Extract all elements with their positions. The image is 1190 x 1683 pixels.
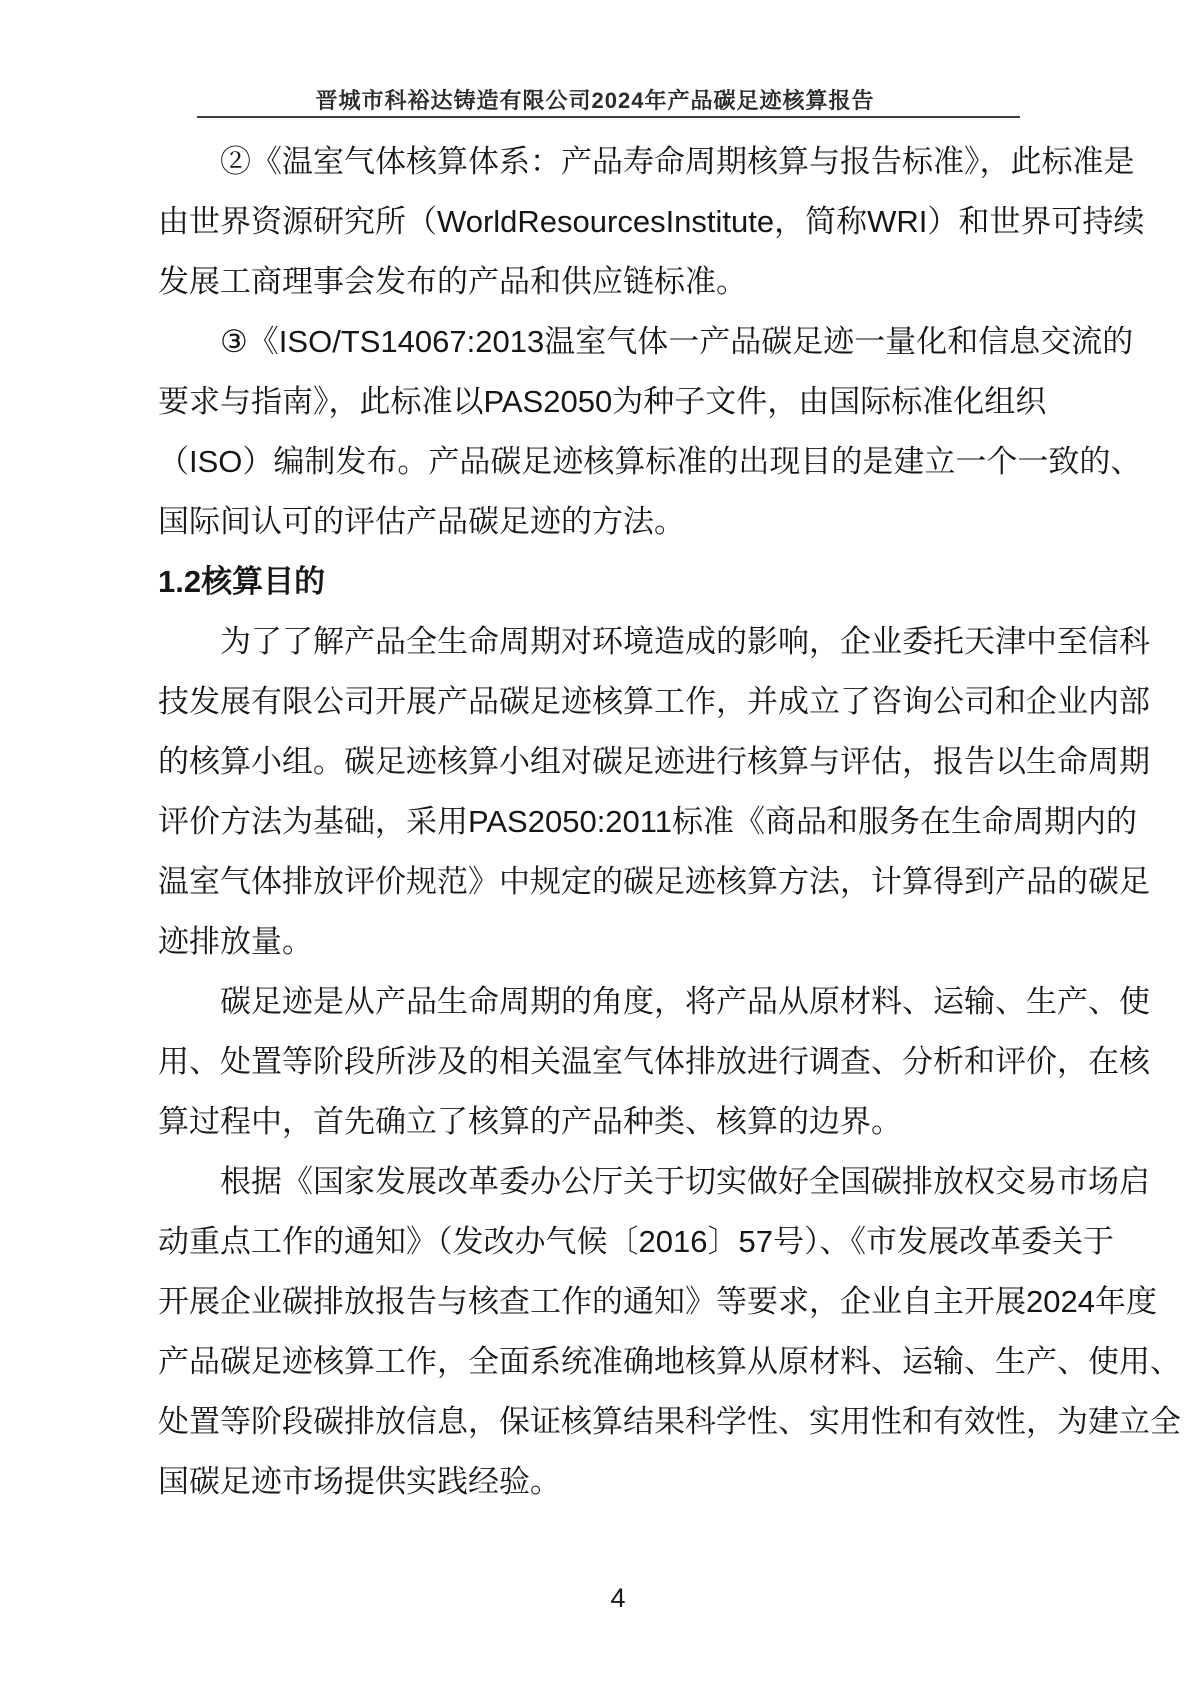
document-body bbox=[158, 132, 1181, 1512]
paragraph-line: 温室气体排放评价规范》中规定的碳足迹核算方法，计算得到产品的碳足 bbox=[158, 864, 1150, 899]
paragraph-line: 碳足迹是从产品生命周期的角度，将产品从原材料、运输、生产、使 bbox=[220, 984, 1150, 1019]
paragraph bbox=[158, 972, 1150, 1152]
paragraph-line: 产品碳足迹核算工作，全面系统准确地核算从原材料、运输、生产、使用、 bbox=[158, 1344, 1181, 1379]
paragraph-line: 用、处置等阶段所涉及的相关温室气体排放进行调查、分析和评价，在核 bbox=[158, 1044, 1150, 1079]
paragraph-line: 迹排放量。 bbox=[158, 924, 313, 959]
paragraph bbox=[158, 312, 1142, 552]
paragraph-line: 评价方法为基础，采用PAS2050:2011标准《商品和服务在生命周期内的 bbox=[158, 804, 1137, 839]
paragraph-line: 由世界资源研究所（WorldResourcesInstitute，简称WRI）和世界可持续 bbox=[158, 204, 1145, 239]
paragraph bbox=[158, 612, 1150, 972]
header-rule bbox=[197, 116, 1020, 118]
paragraph-line: 动重点工作的通知》（发改办气候〔2016〕57号）、《市发展改革委关于 bbox=[158, 1224, 1114, 1259]
paragraph-line: 算过程中，首先确立了核算的产品种类、核算的边界。 bbox=[158, 1104, 902, 1139]
paragraph bbox=[158, 1152, 1181, 1512]
paragraph-line: 发展工商理事会发布的产品和供应链标准。 bbox=[158, 264, 747, 299]
paragraph-line: 国碳足迹市场提供实践经验。 bbox=[158, 1464, 561, 1499]
paragraph-line: 技发展有限公司开展产品碳足迹核算工作，并成立了咨询公司和企业内部 bbox=[158, 684, 1150, 719]
paragraph-line: 要求与指南》，此标准以PAS2050为种子文件，由国际标准化组织 bbox=[158, 384, 1047, 419]
paragraph-line: 处置等阶段碳排放信息，保证核算结果科学性、实用性和有效性，为建立全 bbox=[158, 1404, 1181, 1439]
paragraph-line: 为了了解产品全生命周期对环境造成的影响，企业委托天津中至信科 bbox=[220, 624, 1150, 659]
paragraph-line: 根据《国家发展改革委办公厅关于切实做好全国碳排放权交易市场启 bbox=[220, 1164, 1150, 1199]
paragraph-line: ③《ISO/TS14067:2013温室气体一产品碳足迹一量化和信息交流的 bbox=[220, 324, 1134, 359]
section-heading: 1.2核算目的 bbox=[158, 564, 326, 599]
paragraph-line: ②《温室气体核算体系：产品寿命周期核算与报告标准》，此标准是 bbox=[220, 144, 1135, 179]
paragraph-line: 国际间认可的评估产品碳足迹的方法。 bbox=[158, 504, 685, 539]
running-header-title: 晋城市科裕达铸造有限公司2024年产品碳足迹核算报告 bbox=[315, 88, 875, 113]
paragraph-line: （ISO）编制发布。产品碳足迹核算标准的出现目的是建立一个一致的、 bbox=[158, 444, 1142, 479]
paragraph-line: 的核算小组。碳足迹核算小组对碳足迹进行核算与评估，报告以生命周期 bbox=[158, 744, 1150, 779]
page-number: 4 bbox=[610, 1583, 626, 1613]
paragraph-line: 开展企业碳排放报告与核查工作的通知》等要求，企业自主开展2024年度 bbox=[158, 1284, 1157, 1319]
paragraph bbox=[158, 132, 1145, 312]
